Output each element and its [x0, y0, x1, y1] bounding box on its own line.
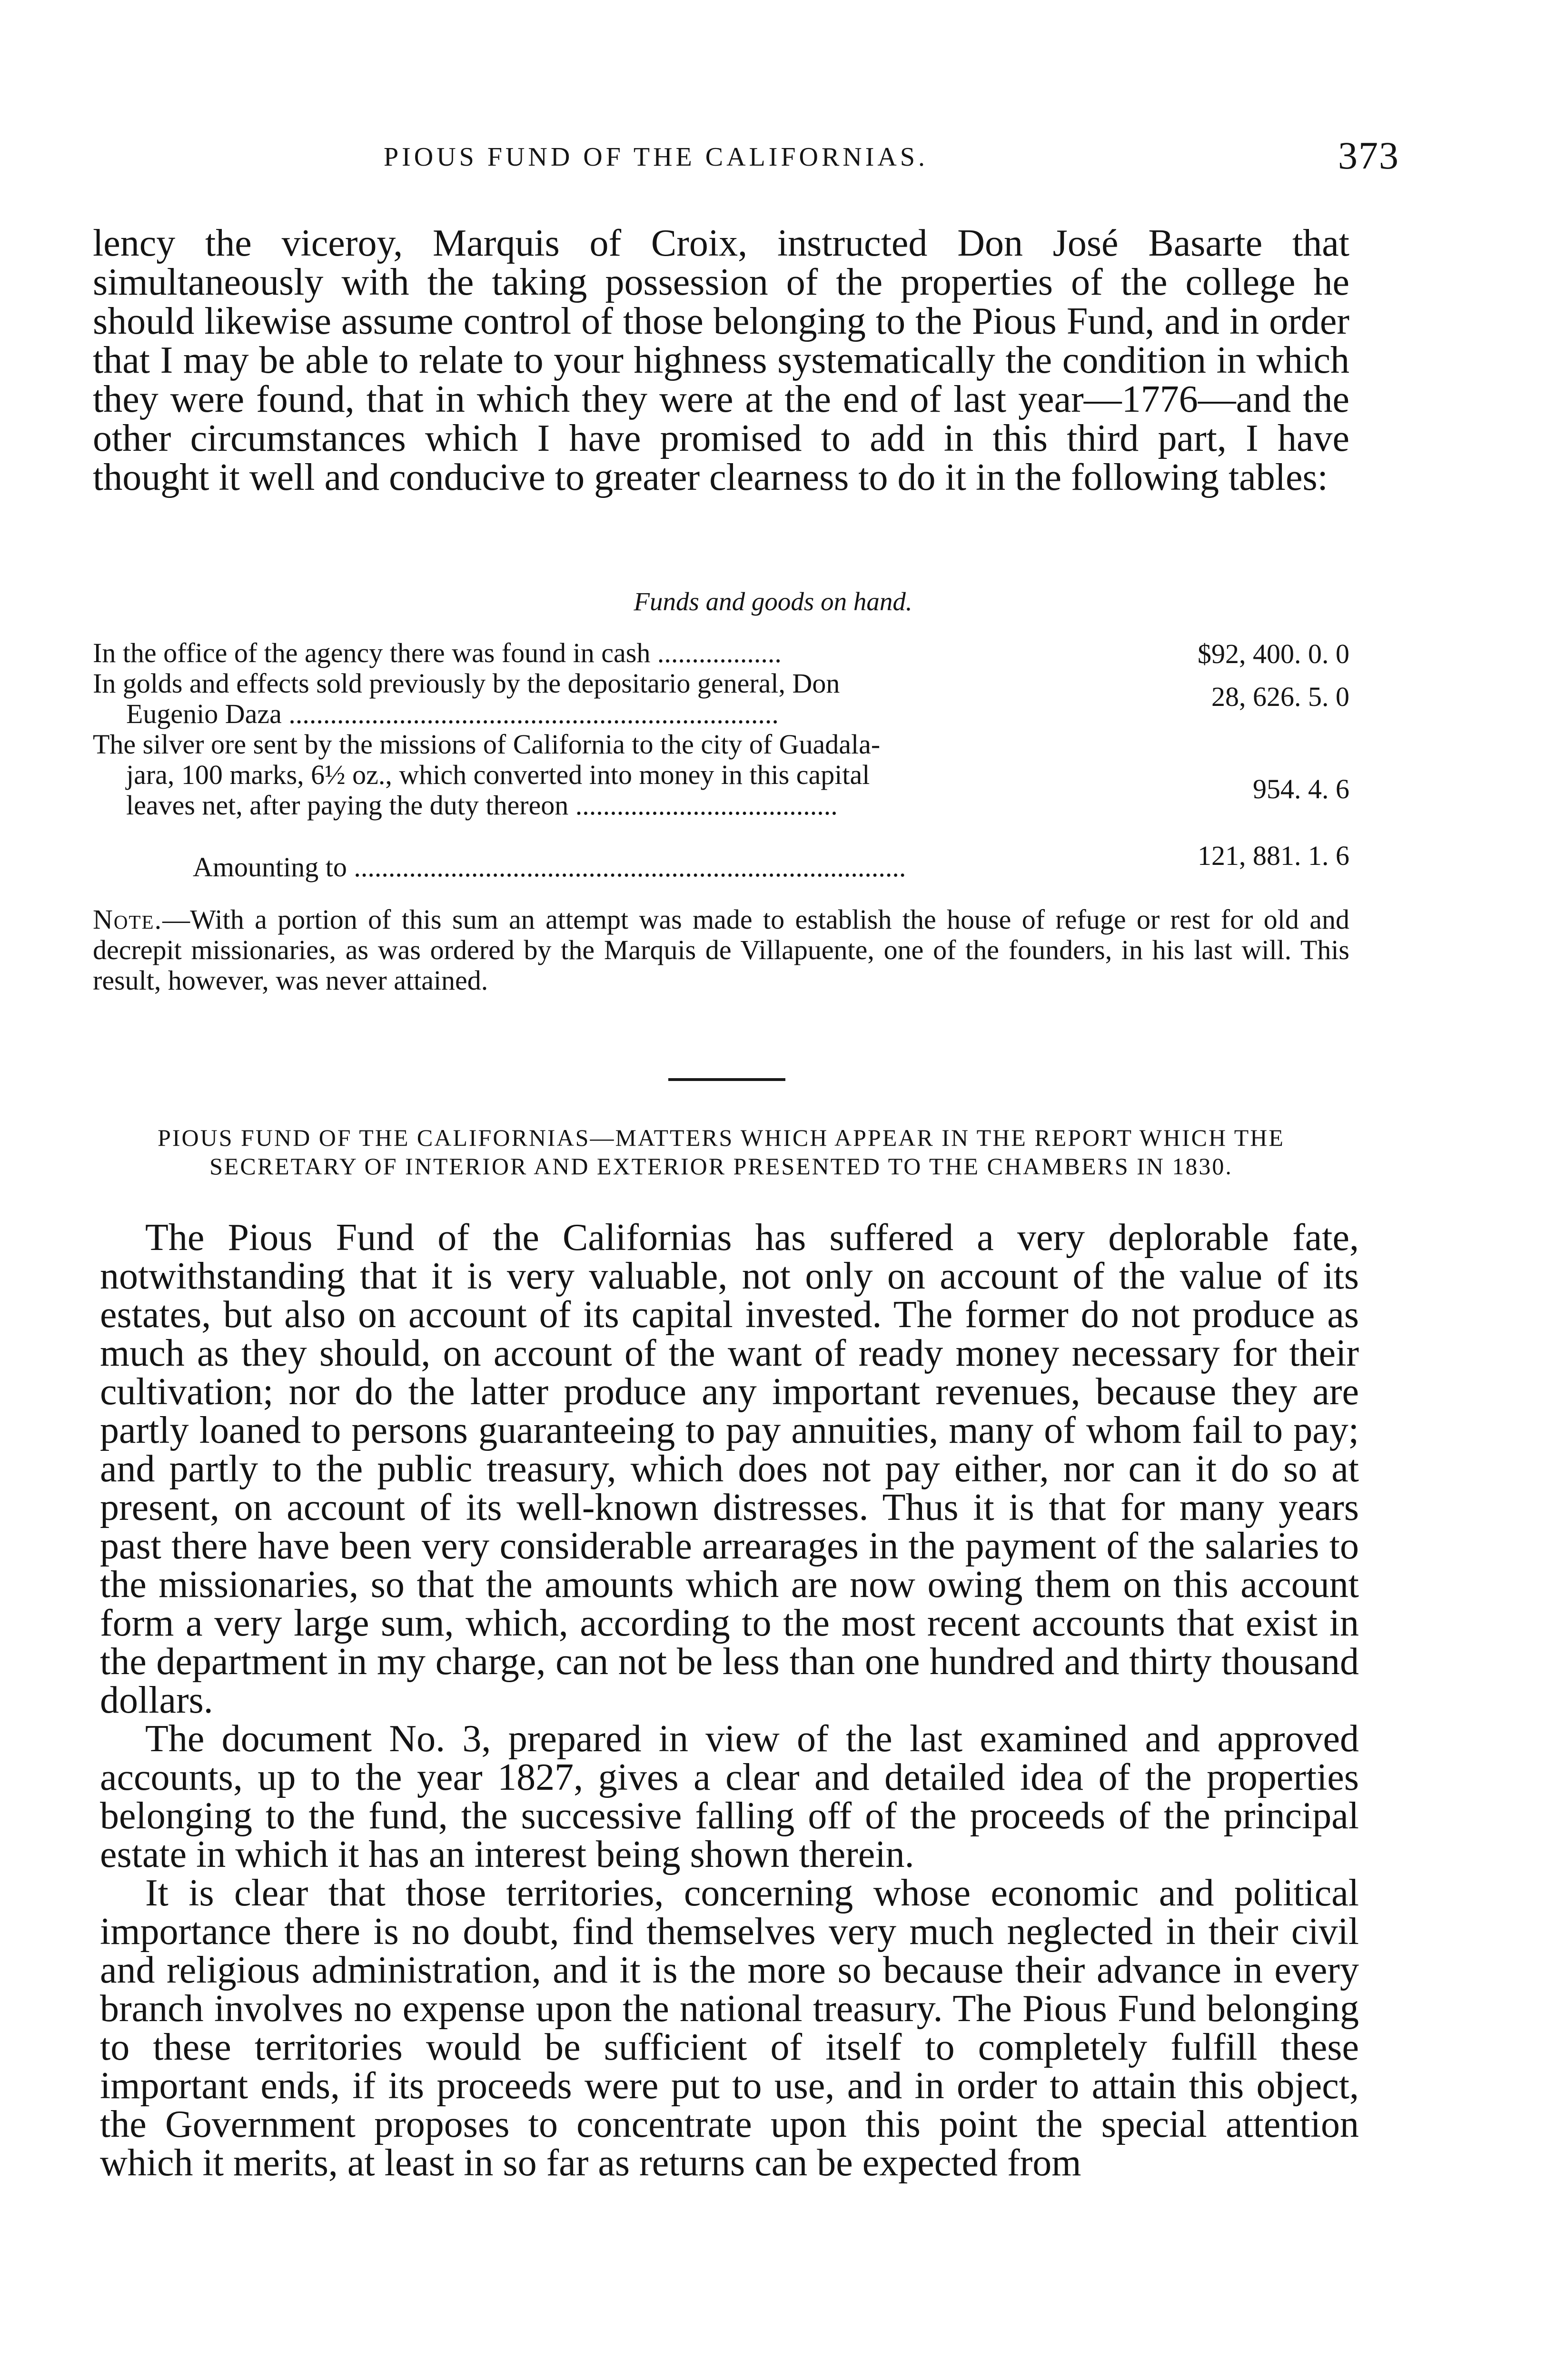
table-row-description	[93, 729, 1140, 821]
table-row-description: In the office of the agency there was found in cash ..................	[93, 637, 782, 668]
body-paragraph: The document No. 3, prepared in view of the last examined and approved accounts, up to the year 1827, gives a clear and detailed idea of the properties belonging to the fund, the successive falling off of the proceeds of the principal estate in which it has an interest being shown therein.	[100, 1718, 1359, 1875]
intro-paragraph: lency the viceroy, Marquis of Croix, instructed Don José Basarte that simultaneously with the taking possession of the properties of the college he should likewise assume control of those belonging to the Pious Fund, and in order that I may be able to relate to your highness systematically the condition in which they were found, that in which they were at the end of last year—1776—and the other circumstances which I have promised to add in this third part, I have thought it well and conducive to greater clearness to do it in the following tables:	[93, 222, 1349, 498]
table-title: Funds and goods on hand.	[634, 587, 912, 616]
body-paragraph: The Pious Fund of the Californias has suffered a very deplorable fate, notwithstanding that it is very valuable, not only on account of the value of its estates, but also on account of its capital invested. The former do not produce as much as they should, on account of the want of ready money necessary for their cultivation; nor do the latter produce any important revenues, because they are partly loaned to persons guaranteeing to pay annuities, many of whom fail to pay; and partly to the public treasury, which does not pay either, nor can it do so at present, on account of its well-known distresses. Thus it is that for many years past there have been very considerable arrearages in the payment of the salaries to the missionaries, so that the amounts which are now owing them on this account form a very large sum, which, according to the most recent accounts that exist in the department in my charge, can not be less than one hundred and thirty thousand dollars.	[100, 1217, 1359, 1721]
table-row-value: 28, 626. 5. 0	[1211, 681, 1349, 712]
section-divider	[668, 1078, 785, 1081]
section-heading: PIOUS FUND OF THE CALIFORNIAS—MATTERS WHICH APPEAR IN THE REPORT WHICH THE SECRETARY OF INTERIOR AND EXTERIOR PRESENTED TO THE CHAMBERS IN 1830.	[158, 1124, 1285, 1180]
body-paragraph: It is clear that those territories, concerning whose economic and political importance there is no doubt, find themselves very much neglected in their civil and religious administration, and it is the more so because their advance in every branch involves no expense upon the national treasury. The Pious Fund belonging to these territories would be sufficient of itself to completely fulfill these important ends, if its proceeds were put to use, and in order to attain this object, the Government proposes to concentrate upon this point the special attention which it merits, at least in so far as returns can be expected from	[100, 1872, 1359, 2184]
table-total-label: Amounting to ................................................................................	[193, 852, 906, 883]
page-number: 373	[1338, 134, 1399, 177]
table-row-description-line: leaves net, after paying the duty thereon ......................................	[126, 790, 838, 821]
table-total-value: 121, 881. 1. 6	[1198, 840, 1349, 871]
body-text	[100, 1219, 1359, 2182]
table-row-description-line: In golds and effects sold previously by the depositario general, Don	[93, 668, 840, 699]
table-row-value: 954. 4. 6	[1253, 774, 1349, 804]
table-row-description	[93, 668, 1140, 729]
note-text: —With a portion of this sum an attempt was made to establish the house of refuge or rest for old and decrepit missionaries, as was ordered by the Marquis de Villapuente, one of the founders, in his last will. This result, however, was never attained.	[93, 904, 1349, 996]
running-head: PIOUS FUND OF THE CALIFORNIAS.	[384, 142, 928, 172]
table-note	[93, 904, 1349, 996]
table-row-description-line: The silver ore sent by the missions of California to the city of Guadala-	[93, 729, 881, 760]
table-row-description-line: Eugenio Daza .......................................................................	[126, 698, 779, 729]
table-row-description-line: jara, 100 marks, 6½ oz., which converted into money in this capital	[126, 759, 870, 790]
table-row-value: $92, 400. 0. 0	[1198, 638, 1349, 669]
note-label: Note.	[93, 904, 163, 935]
